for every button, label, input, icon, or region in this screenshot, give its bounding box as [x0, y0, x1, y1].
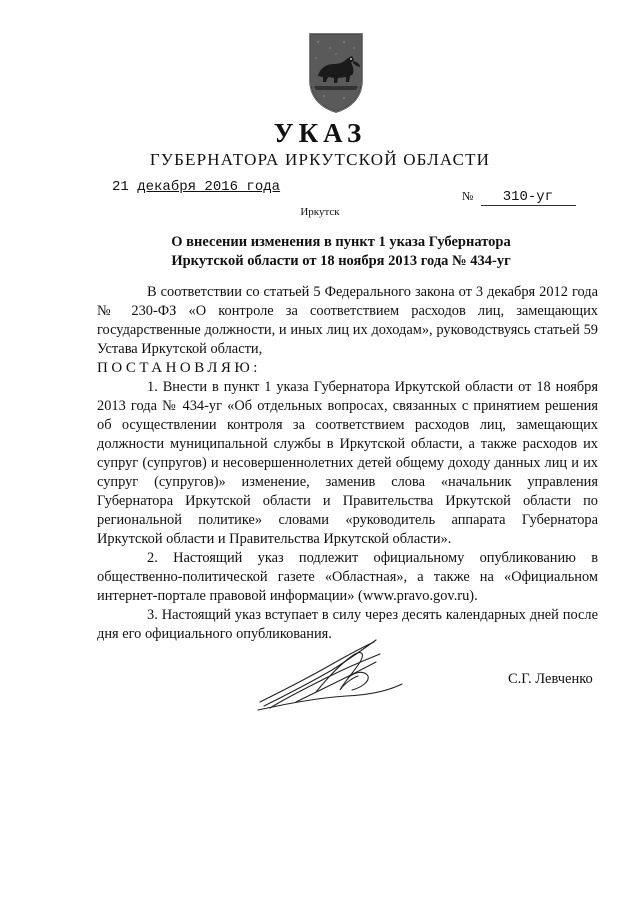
- postanovlyayu-heading: ПОСТАНОВЛЯЮ:: [97, 360, 261, 376]
- document-title: О внесении изменения в пункт 1 указа Губернатора Иркутской области от 18 ноября 2013 года № 434-уг: [171, 234, 511, 269]
- number-value: 310-уг: [481, 189, 576, 206]
- city-label: Иркутск: [300, 206, 340, 218]
- decree-title: УКАЗ: [273, 118, 367, 148]
- number-sign: №: [462, 189, 474, 203]
- signatory-name: С.Г. Левченко: [508, 671, 593, 687]
- item-1-paragraph: 1. Внести в пункт 1 указа Губернатора Иркутской области от 18 ноября 2013 года № 434-уг «Об отдельных вопросах, связанных с принятием решения об осуществлении контроля за соответствием расходов лиц, замещающих должности муниципальной службы в Иркутской области, а также расходов их супруг (супругов) и несовершеннолетних детей общему доходу данных лиц и их супруг (супругов)» изменение, заменив слова «начальник управления Губернатора Иркутской области и Правительства Иркутской области по региональной политике» словами «руководитель аппарата Губернатора Иркутской области и Правительства Иркутской области».: [97, 379, 598, 547]
- date-day: 21: [112, 179, 129, 195]
- document-body: [97, 283, 598, 644]
- decree-date: [112, 179, 280, 195]
- decree-number: [462, 188, 576, 206]
- preamble-paragraph: В соответствии со статьей 5 Федерального закона от 3 декабря 2012 года № 230-ФЗ «О контроле за соответствием расходов лиц, замещающих государственные должности, и иных лиц их доходам», руководствуясь статьей 59 Устава Иркутской области,: [97, 284, 598, 357]
- signature-icon: [256, 632, 406, 714]
- coat-of-arms-icon: [304, 30, 368, 114]
- issuer-subtitle: ГУБЕРНАТОРА ИРКУТСКОЙ ОБЛАСТИ: [149, 150, 491, 169]
- date-rest: декабря 2016 года: [137, 179, 281, 195]
- item-3-paragraph: 3. Настоящий указ вступает в силу через десять календарных дней после дня его официального опубликования.: [97, 607, 598, 642]
- item-2-paragraph: 2. Настоящий указ подлежит официальному опубликованию в общественно-политической газете «Областная», а также на «Официальном интернет-портале правовой информации» (www.pravo.gov.ru).: [97, 550, 598, 604]
